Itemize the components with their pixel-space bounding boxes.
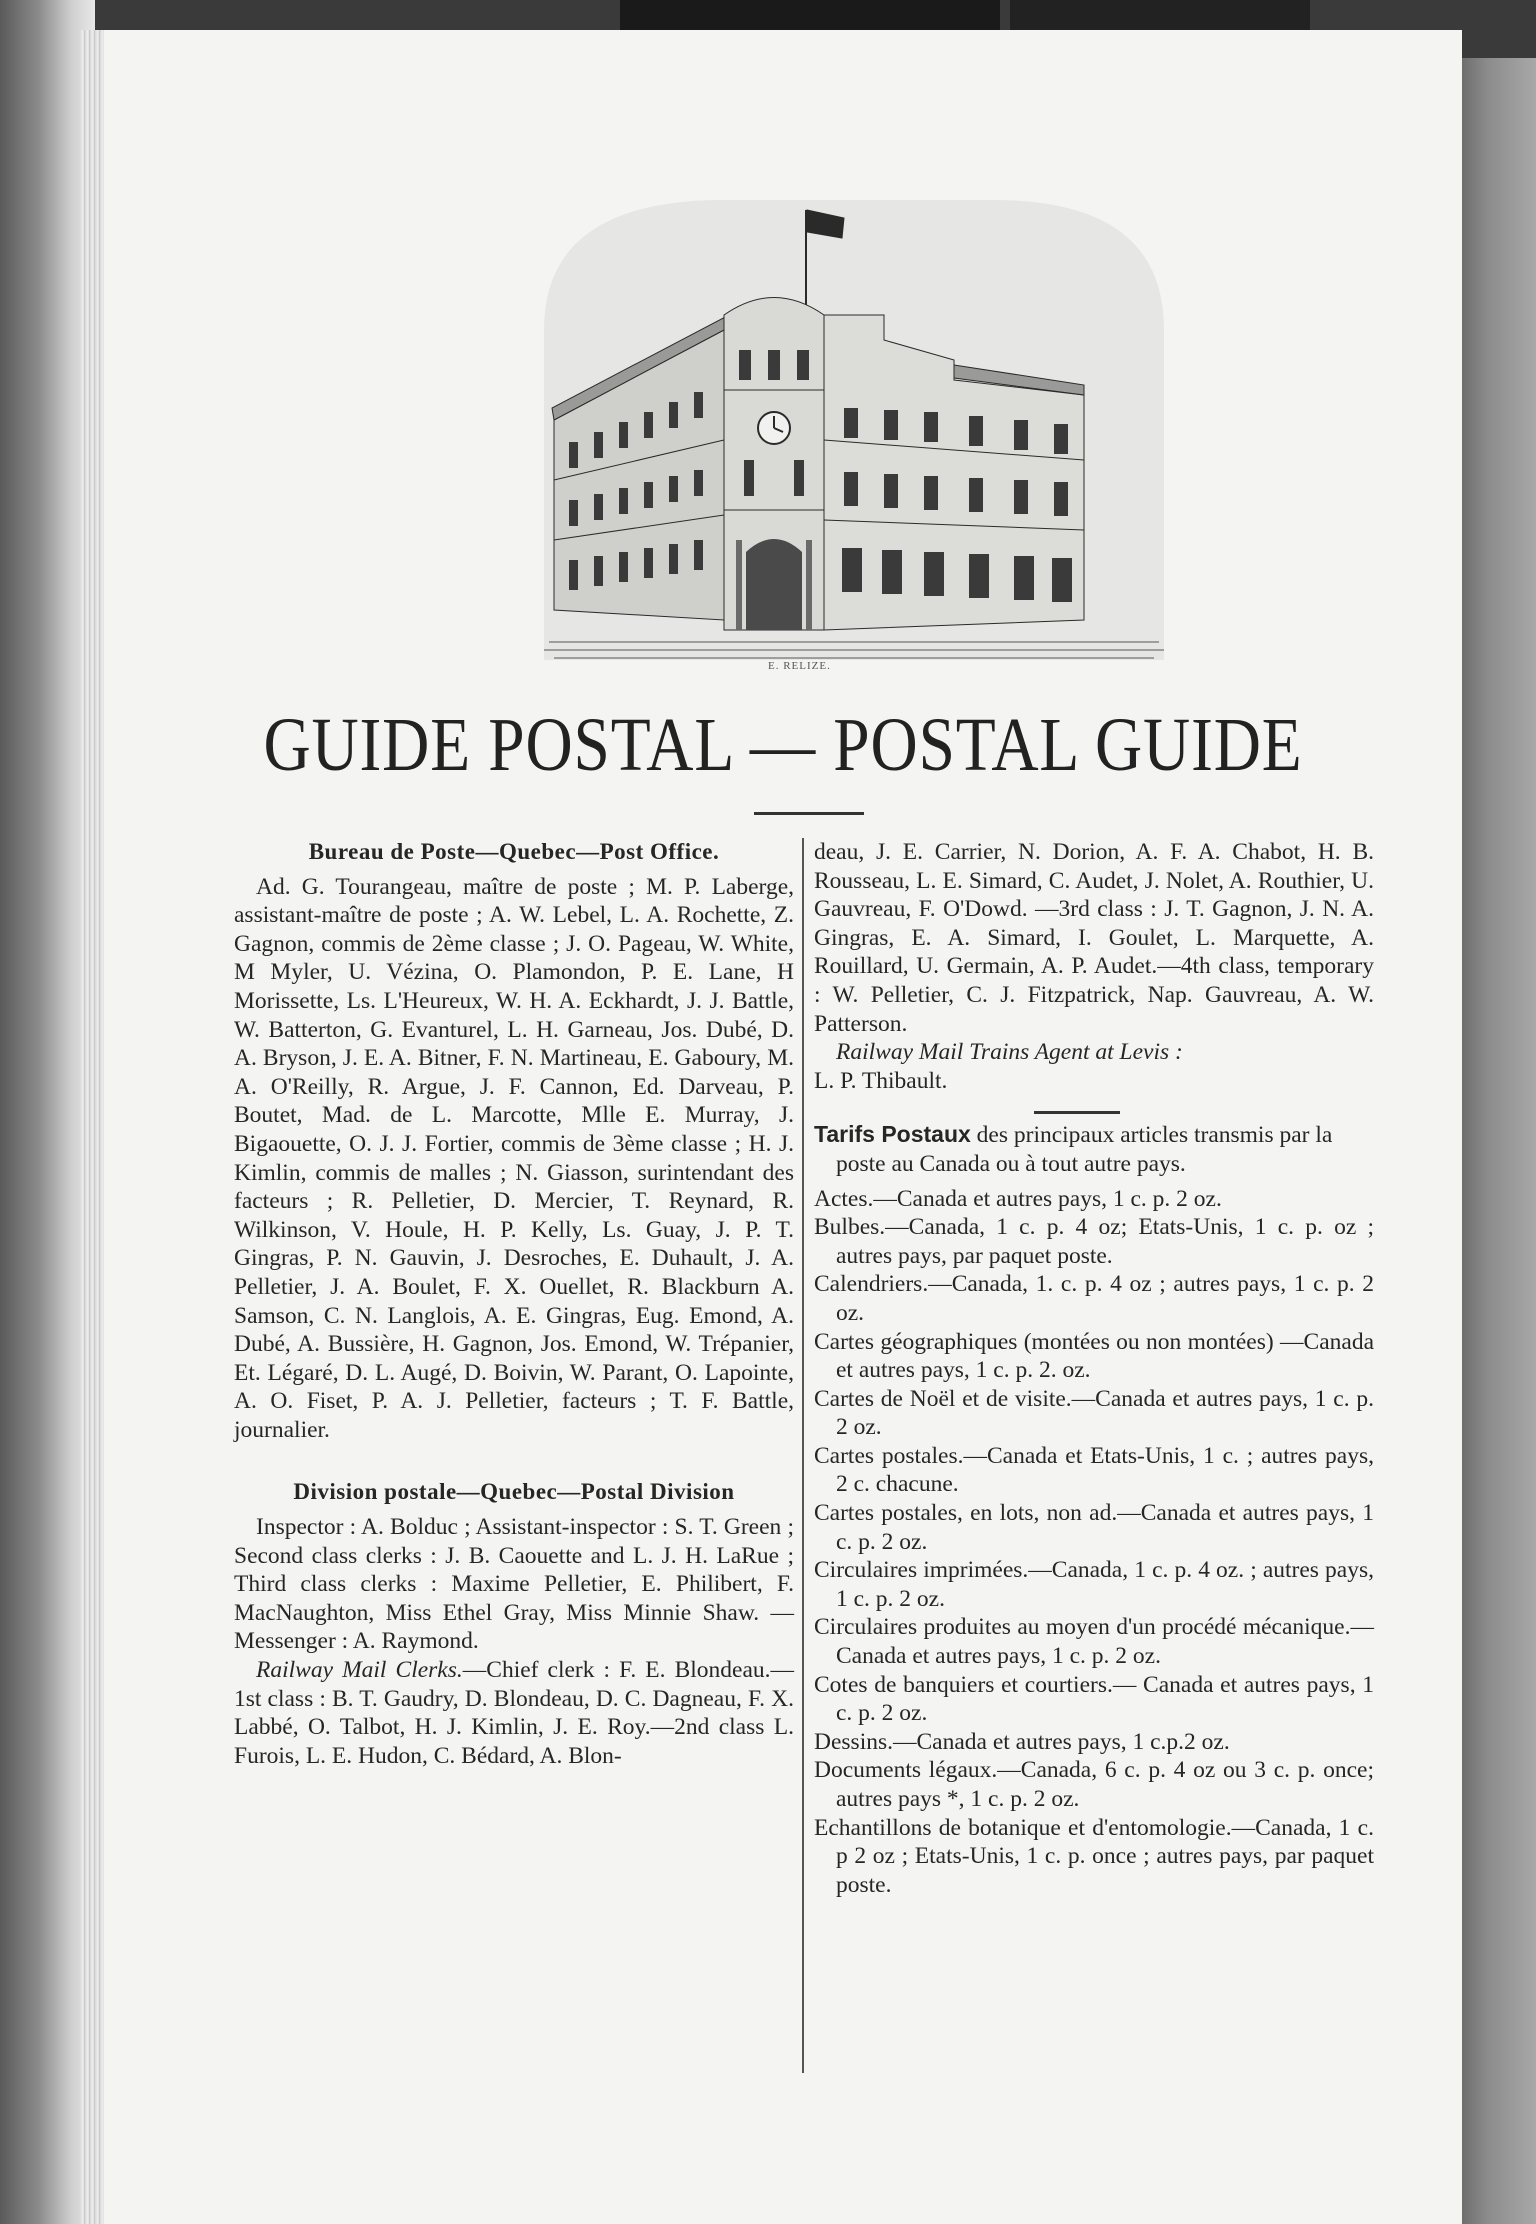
section-heading-postal-division: Division postale—Quebec—Postal Division xyxy=(293,1479,735,1505)
tarif-entry: Cartes postales.—Canada et Etats-Unis, 1 c. ; autres pays, 2 c. chacune. xyxy=(814,1442,1374,1498)
book-right-edge-shadow xyxy=(1462,58,1536,2224)
tarif-entry-list xyxy=(814,1185,1374,1900)
tarif-entry: Dessins.—Canada et autres pays, 1 c.p.2 oz. xyxy=(814,1728,1230,1755)
tarif-entry: Cotes de banquiers et courtiers.— Canada et autres pays, 1 c. p. 2 oz. xyxy=(814,1671,1374,1727)
title-rule xyxy=(754,812,864,815)
engraver-credit: E. RELIZE. xyxy=(768,660,831,672)
tarif-entry: Actes.—Canada et autres pays, 1 c. p. 2 oz. xyxy=(814,1185,1222,1212)
levis-agent-name: L. P. Thibault. xyxy=(814,1067,948,1094)
post-office-staff-text: Ad. G. Tourangeau, maître de poste ; M. P. Laberge, assistant-maître de poste ; A. W. Lebel, L. A. Rochette, Z. Gagnon, commis de 2ème classe ; J. O. Pageau, W. White, M Myler, U. Vézina, O. Plamondon, P. E. Lane, H Morissette, Ls. L'Heureux, W. H. A. Eckhardt, J. J. Battle, W. Batterton, G. Evanturel, L. H. Garneau, Jos. Dubé, D. A. Bryson, J. E. A. Bitner, F. N. Martineau, E. Gaboury, M. A. O'Reilly, R. Argue, J. F. Cannon, Ed. Darveau, P. Boutet, Mad. de L. Marcotte, Mlle E. Murray, J. Bigaouette, O. J. J. Fortier, commis de 3ème classe ; H. J. Kimlin, commis de malles ; N. Giasson, surintendant des facteurs ; R. Pelletier, D. Mercier, T. Reynard, R. Wilkinson, V. Houle, H. P. Kelly, Ls. Guay, J. P. T. Gingras, P. N. Gauvin, J. Desroches, E. Duhault, J. A. Pelletier, J. A. Boulet, F. X. Ouellet, R. Blackburn A. Samson, C. N. Langlois, A. E. Gingras, Eug. Emond, A. Dubé, A. Bussière, H. Gagnon, Jos. Emond, W. Trépanier, Et. Légaré, D. L. Augé, D. Boivin, W. Parant, O. Lapointe, A. O. Fiset, P. A. J. Pelletier, facteurs ; T. F. Battle, journalier. xyxy=(234,873,794,1443)
tarif-entry: Documents légaux.—Canada, 6 c. p. 4 oz ou 3 c. p. once; autres pays *, 1 c. p. 2 oz. xyxy=(814,1757,1374,1812)
left-column xyxy=(234,838,794,1770)
tarifs-intro-text: des principaux articles transmis par la poste au Canada ou à tout autre pays. xyxy=(836,1122,1333,1177)
right-column xyxy=(814,838,1374,1899)
clerks-continuation-text: deau, J. E. Carrier, N. Dorion, A. F. A. Chabot, H. B. Rousseau, L. E. Simard, C. Audet, J. Nolet, A. Routhier, U. Gauvreau, F. O'Dowd. —3rd class : J. T. Gagnon, J. N. A. Gingras, E. A. Simard, I. Goulet, L. Marquette, A. Rouillard, U. Germain, A. P. Audet.—4th class, temporary : W. Pelletier, C. J. Fitzpatrick, Nap. Gauvreau, A. W. Patterson. xyxy=(814,839,1374,1037)
tarif-entry: Echantillons de botanique et d'entomologie.—Canada, 1 c. p 2 oz ; Etats-Unis, 1 c. p. once ; autres pays, par paquet poste. xyxy=(814,1814,1374,1898)
tarif-entry: Calendriers.—Canada, 1. c. p. 4 oz ; autres pays, 1 c. p. 2 oz. xyxy=(814,1271,1374,1326)
document-page xyxy=(104,30,1462,2224)
page-stack-edge xyxy=(80,30,104,2224)
tarif-entry: Bulbes.—Canada, 1 c. p. 4 oz; Etats-Unis, 1 c. p. oz ; autres pays, par paquet poste. xyxy=(814,1214,1374,1269)
postal-division-staff-text: Inspector : A. Bolduc ; Assistant-inspector : S. T. Green ; Second class clerks : J. B. Caouette and L. J. H. LaRue ; Third class clerks : Maxime Pelletier, E. Philibert, F. MacNaughton, Miss Ethel Gray, Miss Minnie Shaw. — Messenger : A. Raymond. xyxy=(234,1514,794,1655)
railway-mail-clerks-label: Railway Mail Clerks. xyxy=(256,1657,463,1684)
post-office-building-engraving xyxy=(524,180,1184,700)
scan-dark-tab xyxy=(620,0,1000,30)
tarif-entry: Cartes géographiques (montées ou non montées) —Canada et autres pays, 1 c. p. 2. oz. xyxy=(814,1328,1374,1384)
section-heading-post-office: Bureau de Poste—Quebec—Post Office. xyxy=(308,839,720,864)
tarif-entry: Circulaires imprimées.—Canada, 1 c. p. 4 oz. ; autres pays, 1 c. p. 2 oz. xyxy=(814,1557,1374,1612)
levis-agent-label: Railway Mail Trains Agent at Levis : xyxy=(836,1039,1183,1066)
section-rule xyxy=(1034,1111,1120,1114)
railway-mail-clerks-paragraph xyxy=(234,1656,794,1770)
tarif-entry: Cartes de Noël et de visite.—Canada et autres pays, 1 c. p. 2 oz. xyxy=(814,1385,1374,1441)
levis-agent-paragraph xyxy=(814,1038,1374,1067)
column-divider xyxy=(802,838,804,2073)
tarifs-postaux-intro xyxy=(814,1120,1374,1178)
railway-mail-clerks-text: —Chief clerk : F. E. Blondeau.—1st class : B. T. Gaudry, D. Blondeau, D. C. Dagneau, F. X. Labbé, O. Talbot, H. J. Kimlin, J. E. Roy.—2nd class L. Furois, L. E. Hudon, C. Bédard, A. Blon- xyxy=(234,1657,795,1769)
tarif-entry: Cartes postales, en lots, non ad.—Canada et autres pays, 1 c. p. 2 oz. xyxy=(814,1500,1374,1555)
tarifs-postaux-heading: Tarifs Postaux xyxy=(814,1121,971,1148)
tarif-entry: Circulaires produites au moyen d'un procédé mécanique.—Canada et autres pays, 1 c. p. 2 oz. xyxy=(814,1614,1374,1670)
page-title: GUIDE POSTAL — POSTAL GUIDE xyxy=(263,703,1303,787)
